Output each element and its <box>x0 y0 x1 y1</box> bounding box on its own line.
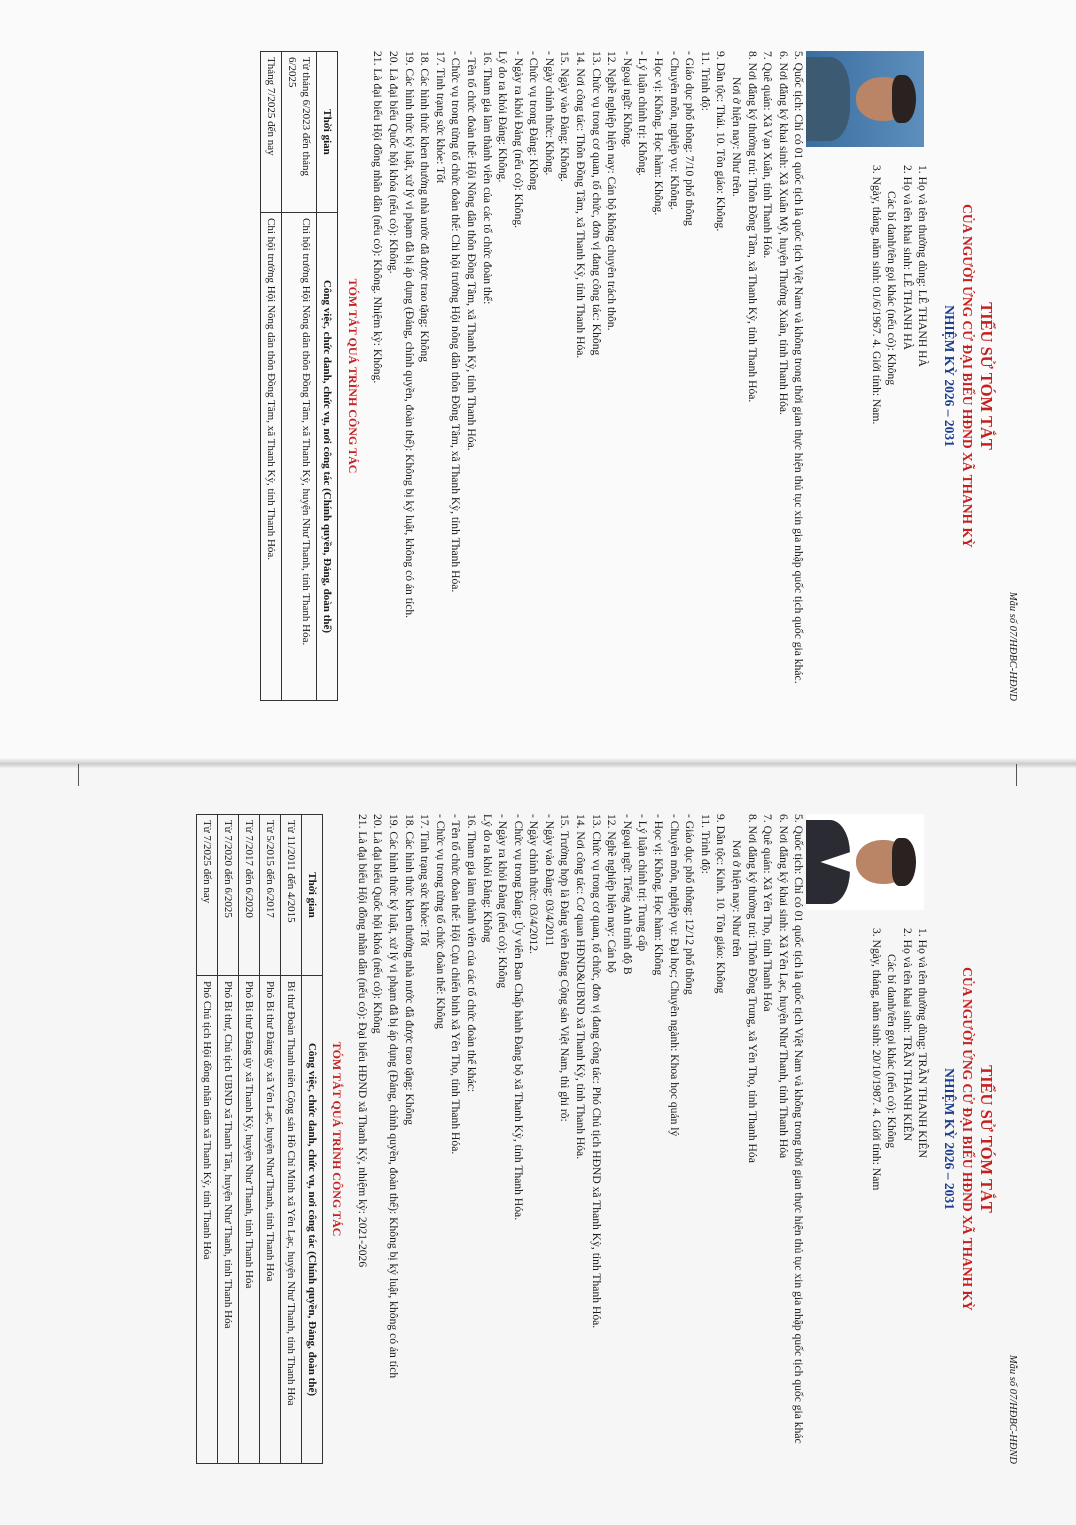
info-line: - Giáo dục phổ thông: 12/12 phổ thông <box>683 814 697 995</box>
header-block <box>806 814 930 1464</box>
info-line: 9. Dân tộc: Thái. 10. Tôn giáo: Không. <box>714 51 728 232</box>
rotated-page-content <box>38 784 1038 1504</box>
info-line: - Ngày ra khỏi Đảng (nếu có): Không <box>496 814 510 989</box>
info-line: 15. Ngày vào Đảng: Không. <box>558 51 572 182</box>
info-line: 13. Chức vụ trong cơ quan, tổ chức, đơn vị đang công tác: Không <box>589 51 603 356</box>
info-line: 9. Dân tộc: Kinh. 10. Tôn giáo: Không <box>714 814 728 994</box>
info-line: - Học vị: Không. Học hàm: Không. <box>652 51 666 216</box>
info-line: - Chuyên môn, nghiệp vụ: Không. <box>667 51 681 210</box>
column-header: Thời gian <box>317 52 338 213</box>
history-title: TÓM TẮT QUÁ TRÌNH CÔNG TÁC <box>330 1041 345 1237</box>
info-line: - Ngoại ngữ: Không. <box>620 51 634 148</box>
document-subtitle: CỦA NGƯỜI ỨNG CỬ ĐẠI BIỂU HĐND XÃ THANH KỲ <box>960 967 976 1311</box>
info-line: 21. Là đại biểu Hội đồng nhân dân (nếu có): Không. Nhiệm kỳ: Không. <box>371 51 385 384</box>
info-line: Nơi ở hiện nay: Như trên. <box>730 77 744 197</box>
info-line: 8. Nơi đăng ký thường trú: Thôn Đồng Tâm, xã Thanh Kỳ, tỉnh Thanh Hóa. <box>745 51 759 403</box>
info-line: 12. Nghề nghiệp hiện nay: Cán bộ không chuyên trách thôn. <box>605 51 619 331</box>
table-row <box>280 815 301 1464</box>
table-cell-time: Từ 5/2015 đến 6/2017 <box>259 815 280 976</box>
info-line: - Chức vụ trong từng tổ chức đoàn thể: Không <box>433 814 447 1029</box>
candidate-photo <box>806 814 924 910</box>
info-line: 18. Các hình thức khen thưởng nhà nước đã được trao tặng: Không <box>418 51 432 363</box>
history-table <box>196 814 323 1464</box>
table-cell-role: Chi hội trưởng Hội Nông dân thôn Đồng Tâm, xã Thanh Kỳ, huyện Như Thanh, tỉnh Thanh Hóa. <box>282 213 317 701</box>
info-list <box>354 814 806 1464</box>
document-term: NHIỆM KỲ 2026 – 2031 <box>942 305 958 447</box>
info-line: 6. Nơi đăng ký khai sinh: Xã Xuân Mỹ, huyện Thường Xuân, tỉnh Thanh Hóa. <box>776 51 790 415</box>
table-header-row <box>301 815 322 1464</box>
info-line: 12. Nghề nghiệp hiện nay: Cán bộ <box>605 814 619 973</box>
info-line: 18. Các hình thức khen thưởng nhà nước đã được trao tặng: Không <box>402 814 416 1126</box>
header-lines <box>806 928 930 1464</box>
info-line: - Ngoại ngữ: Tiếng Anh trình độ B <box>620 814 634 975</box>
column-header: Thời gian <box>301 815 322 976</box>
info-line: 11. Trình độ: <box>698 814 712 874</box>
info-line: Lý do ra khỏi Đảng: Không. <box>496 51 510 183</box>
info-line: 5. Quốc tịch: Chỉ có 01 quốc tịch là quốc tịch Việt Nam và không trong thời gian thực hiện thủ tục xin gia nhập quốc tịch quốc gia khác <box>792 814 806 1444</box>
info-line: - Giáo dục phổ thông: 7/10 phổ thông <box>683 51 697 226</box>
document-title: TIỂU SỬ TÓM TẮT <box>977 1065 997 1213</box>
info-line: - Chức vụ trong từng tổ chức đoàn thể: Chi hội trưởng Hội nông dân thôn Đồng Tâm, xã Thanh Kỳ, tỉnh Thanh Hóa. <box>449 51 463 593</box>
info-line: Lý do ra khỏi Đảng: Không <box>480 814 494 943</box>
info-line: 1. Họ và tên thường dùng: LÊ THANH HÀ <box>916 165 930 367</box>
info-line: 3. Ngày, tháng, năm sinh: 20/10/1987. 4. Giới tính: Nam <box>869 928 883 1191</box>
fold-mark <box>78 764 79 786</box>
table-cell-role: Bí thư Đoàn Thanh niên Cộng sản Hồ Chí Minh xã Yên Lạc, huyện Như Thanh, tỉnh Thanh Hóa <box>280 976 301 1464</box>
info-line: Các bí danh/tên gọi khác (nếu có): Không <box>885 954 899 1149</box>
info-line: 17. Tình trạng sức khỏe: Tốt <box>418 814 432 947</box>
info-line: 14. Nơi công tác: Cơ quan HĐND&UBND xã Thanh Kỳ, tỉnh Thanh Hóa. <box>574 814 588 1160</box>
info-line: 16. Tham gia làm thành viên của các tổ chức đoàn thể khác: <box>464 814 478 1093</box>
info-line: - Lý luận chính trị: Trung cấp <box>636 814 650 952</box>
table-cell-time: Từ tháng 6/2023 đến tháng 6/2025 <box>282 52 317 213</box>
table-row <box>238 815 259 1464</box>
info-line: 16. Tham gia làm thành viên của các tổ chức đoàn thể: <box>480 51 494 305</box>
info-line: - Ngày ra khỏi Đảng (nếu có): Không. <box>511 51 525 229</box>
form-code: Mẫu số 07/HĐBC-HĐND <box>1007 1354 1018 1464</box>
table-cell-role: Phó Bí thư, Chủ tịch UBND xã Thanh Tân, huyện Như Thanh, tỉnh Thanh Hóa <box>217 976 238 1464</box>
info-line: 3. Ngày, tháng, năm sinh: 01/6/1967. 4. Giới tính: Nam. <box>869 165 883 425</box>
table-row <box>282 52 317 701</box>
info-line: - Tên tổ chức đoàn thể: Hội Nông dân thôn Đồng Tâm, xã Thanh Kỳ, tỉnh Thanh Hóa. <box>464 51 478 451</box>
info-line: 20. Là đại biểu Quốc hội khóa (nếu có): Không. <box>386 51 400 274</box>
info-line: 15. Trường hợp là Đảng viên Đảng Cộng sản Việt Nam, thì ghi rõ: <box>558 814 572 1122</box>
info-line: 11. Trình độ: <box>698 51 712 111</box>
info-line: - Tên tổ chức đoàn thể: Hội Cựu chiến binh xã Yên Thọ, tỉnh Thanh Hóa. <box>449 814 463 1155</box>
table-row <box>259 815 280 1464</box>
candidate-photo <box>806 51 924 147</box>
table-cell-role: Phó Chủ tịch Hội đồng nhân dân xã Thanh Kỳ, tỉnh Thanh Hóa <box>196 976 217 1464</box>
info-line: 6. Nơi đăng ký khai sinh: Xã Yên Lạc, huyện Như Thanh, tỉnh Thanh Hóa <box>776 814 790 1159</box>
page-fold <box>0 758 1076 768</box>
info-line: - Học vị: Không. Học hàm: Không <box>652 814 666 976</box>
info-line: 19. Các hình thức kỷ luật, xử lý vi phạm đã bị áp dụng (Đảng, chính quyền, đoàn thể): Không bị kỷ luật, không có án tích <box>386 814 400 1379</box>
info-line: 8. Nơi đăng ký thường trú: Thôn Đồng Trung, xã Yên Thọ, tỉnh Thanh Hóa <box>745 814 759 1163</box>
info-line: 13. Chức vụ trong cơ quan, tổ chức, đơn vị đang công tác: Phó Chủ tịch HĐND xã Thanh Kỳ, tỉnh Thanh Hóa. <box>589 814 603 1329</box>
table-cell-time: Từ 11/2011 đến 4/2015 <box>280 815 301 976</box>
header-lines <box>806 165 930 701</box>
table-cell-time: Tháng 7/2025 đến nay <box>261 52 282 213</box>
info-line: 21. Là đại biểu Hội đồng nhân dân (nếu có): Đại biểu HĐND xã Thanh Kỳ, nhiệm kỳ: 2021-2026 <box>355 814 369 1268</box>
history-table <box>260 51 338 701</box>
form-code: Mẫu số 07/HĐBC-HĐND <box>1007 591 1018 701</box>
table-cell-time: Từ 7/2017 đến 6/2020 <box>238 815 259 976</box>
info-line: - Chức vụ trong Đảng: Ủy viên Ban Chấp hành Đảng bộ xã Thanh Kỳ, tỉnh Thanh Hóa. <box>511 814 525 1221</box>
table-cell-role: Chi hội trưởng Hội Nông dân thôn Đồng Tâm, xã Thanh Kỳ, tỉnh Thanh Hóa. <box>261 213 282 701</box>
info-line: 14. Nơi công tác: Thôn Đồng Tâm, xã Thanh Kỳ, tỉnh Thanh Hóa. <box>574 51 588 359</box>
table-cell-time: Từ 7/2020 đến 6/2025 <box>217 815 238 976</box>
table-cell-role: Phó Bí thư Đảng ủy xã Thanh Kỳ, huyện Như Thanh, tỉnh Thanh Hóa <box>238 976 259 1464</box>
document-page-2 <box>0 763 1076 1525</box>
info-line: 5. Quốc tịch: Chỉ có 01 quốc tịch là quốc tịch Việt Nam và không trong thời gian thực hiện thủ tục xin gia nhập quốc tịch quốc gia khác. <box>792 51 806 684</box>
header-block <box>806 51 930 701</box>
table-row <box>217 815 238 1464</box>
info-line: 1. Họ và tên thường dùng: TRẦN THANH KIÊN <box>916 928 930 1158</box>
info-line: 20. Là đại biểu Quốc hội khóa (nếu có): Không <box>371 814 385 1034</box>
info-line: 17. Tình trạng sức khỏe: Tốt <box>433 51 447 184</box>
info-line: - Chức vụ trong Đảng: Không <box>527 51 541 191</box>
rotated-page-content <box>38 21 1038 741</box>
info-line: 2. Họ và tên khai sinh: LÊ THANH HÀ <box>900 165 914 350</box>
document-term: NHIỆM KỲ 2026 – 2031 <box>942 1068 958 1210</box>
info-list <box>370 51 807 701</box>
info-line: - Chuyên môn, nghiệp vụ: Đại học; Chuyên ngành: Khoa học quản lý <box>667 814 681 1137</box>
document-subtitle: CỦA NGƯỜI ỨNG CỬ ĐẠI BIỂU HĐND XÃ THANH KỲ <box>960 204 976 548</box>
fold-mark <box>1016 764 1017 786</box>
info-line: 7. Quê quán: Xã Yên Thọ, tỉnh Thanh Hóa <box>761 814 775 1012</box>
table-cell-role: Phó Bí thư Đảng ủy xã Yên Lạc, huyện Như Thanh, tỉnh Thanh Hóa <box>259 976 280 1464</box>
table-header-row <box>317 52 338 701</box>
info-line: 7. Quê quán: Xã Vạn Xuân, tỉnh Thanh Hóa. <box>761 51 775 259</box>
info-line: - Ngày chính thức: Không. <box>542 51 556 176</box>
column-header: Công việc, chức danh, chức vụ, nơi công tác (Chính quyền, Đảng, đoàn thể) <box>301 976 322 1464</box>
document-title: TIỂU SỬ TÓM TẮT <box>977 302 997 450</box>
info-line: Các bí danh/tên gọi khác (nếu có): Không <box>885 191 899 386</box>
info-line: - Ngày vào Đảng: 03/4/2011 <box>542 814 556 947</box>
document-page-1 <box>0 0 1076 762</box>
info-line: 19. Các hình thức kỷ luật, xử lý vi phạm đã bị áp dụng (Đảng, chính quyền, đoàn thể): Không bị kỷ luật, không có án tích. <box>402 51 416 619</box>
history-title: TÓM TẮT QUÁ TRÌNH CÔNG TÁC <box>345 278 360 474</box>
table-cell-time: Từ 7/2025 đến nay <box>196 815 217 976</box>
info-line: - Lý luận chính trị: Không. <box>636 51 650 176</box>
table-row <box>261 52 282 701</box>
table-row <box>196 815 217 1464</box>
info-line: Nơi ở hiện nay: Như trên <box>730 840 744 957</box>
column-header: Công việc, chức danh, chức vụ, nơi công tác (Chính quyền, Đảng, đoàn thể) <box>317 213 338 701</box>
info-line: - Ngày chính thức: 03/4/2012. <box>527 814 541 954</box>
info-line: 2. Họ và tên khai sinh: TRẦN THANH KIÊN <box>900 928 914 1142</box>
